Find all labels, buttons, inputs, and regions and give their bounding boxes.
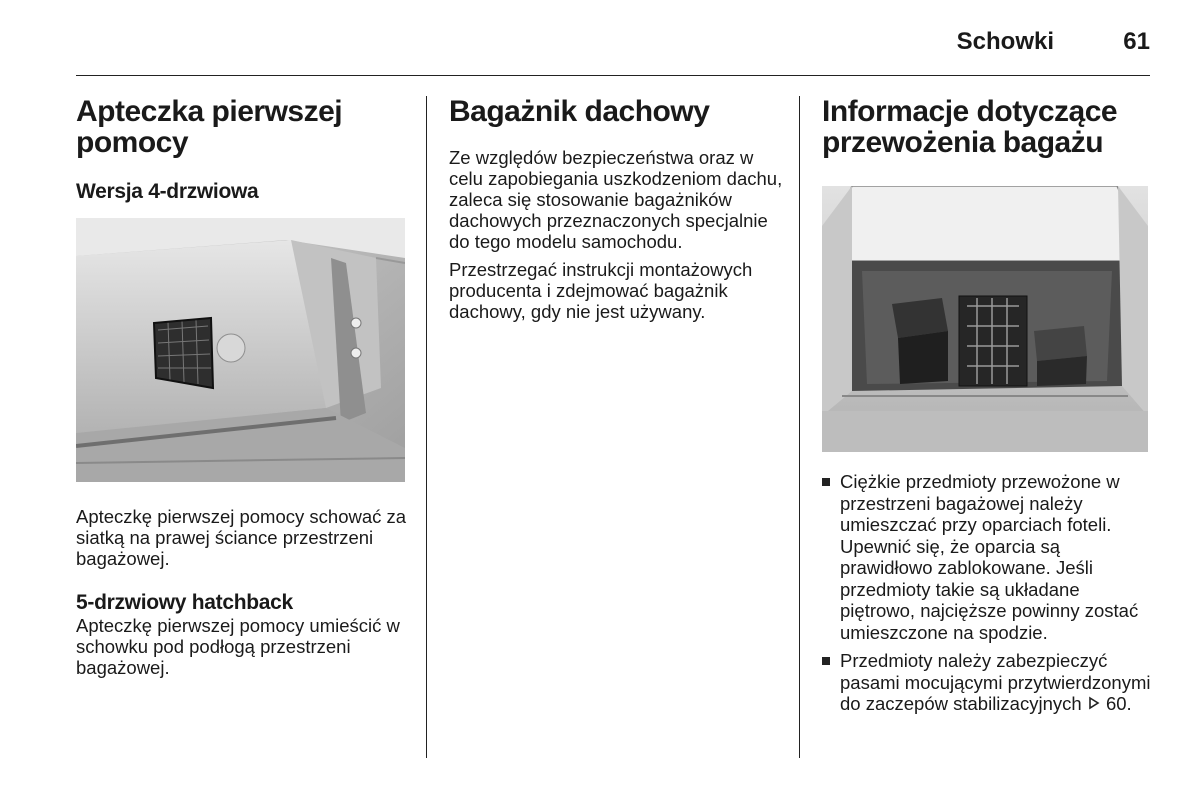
roof-rack-text-1: Ze względów bezpieczeństwa oraz w celu zapobiegania uszkodzeniom dachu, zaleca się stosowanie bagażników dachowych przeznaczonych specjalnie do tego modelu samochodu.	[449, 147, 783, 252]
luggage-box-right	[1034, 326, 1087, 386]
page-number: 61	[1123, 28, 1150, 55]
page-reference-arrow-icon	[1087, 696, 1101, 710]
column-divider	[799, 96, 800, 758]
hatchback-subheading: 5-drzwiowy hatchback	[76, 591, 293, 614]
four-door-subheading: Wersja 4-drzwiowa	[76, 180, 259, 203]
trunk-net-photo	[76, 218, 405, 482]
roof-rack-heading: Bagażnik dachowy	[449, 95, 710, 128]
bullet-square-icon	[822, 478, 830, 486]
loading-info-heading: Informacje dotyczące przewożenia bagażu	[822, 95, 1118, 159]
storage-net	[154, 318, 213, 388]
column-divider	[426, 96, 427, 758]
loading-info-section	[822, 96, 1154, 722]
roof-rack-text-2: Przestrzegać instrukcji montażowych producenta i zdejmować bagażnik dachowy, gdy nie jest używany.	[449, 259, 753, 322]
bullet-square-icon	[822, 657, 830, 665]
list-item-text: Ciężkie przedmioty przewożone w przestrzeni bagażowej należy umieszczać przy oparciach foteli. Upewnić się, że oparcia są prawidłowo zablokowane. Jeśli przedmioty takie są układane piętrowo, najcięższe powinny zostać umieszczone na spodzie.	[840, 471, 1139, 643]
loading-tips-list	[822, 471, 1154, 715]
page-reference[interactable]: 60.	[1105, 693, 1132, 714]
list-item-text: Przedmioty należy zabezpieczyć pasami mocującymi przytwierdzonymi do zaczepów stabilizacyjnych	[840, 650, 1151, 714]
first-aid-kit-section	[76, 96, 408, 678]
roof-rack-section	[449, 96, 785, 322]
first-aid-kit-heading: Apteczka pierwszej pomocy	[76, 95, 343, 159]
list-item	[822, 471, 1154, 643]
loaded-trunk-photo	[822, 186, 1148, 452]
luggage-box-left	[892, 298, 948, 384]
page-header	[76, 24, 1150, 76]
section-name: Schowki	[956, 28, 1054, 55]
list-item	[822, 650, 1154, 715]
four-door-text: Apteczkę pierwszej pomocy schować za siatką na prawej ściance przestrzeni bagażowej.	[76, 506, 407, 569]
bottle-crate	[959, 296, 1027, 386]
hatchback-text: Apteczkę pierwszej pomocy umieścić w schowku pod podłogą przestrzeni bagażowej.	[76, 615, 400, 678]
